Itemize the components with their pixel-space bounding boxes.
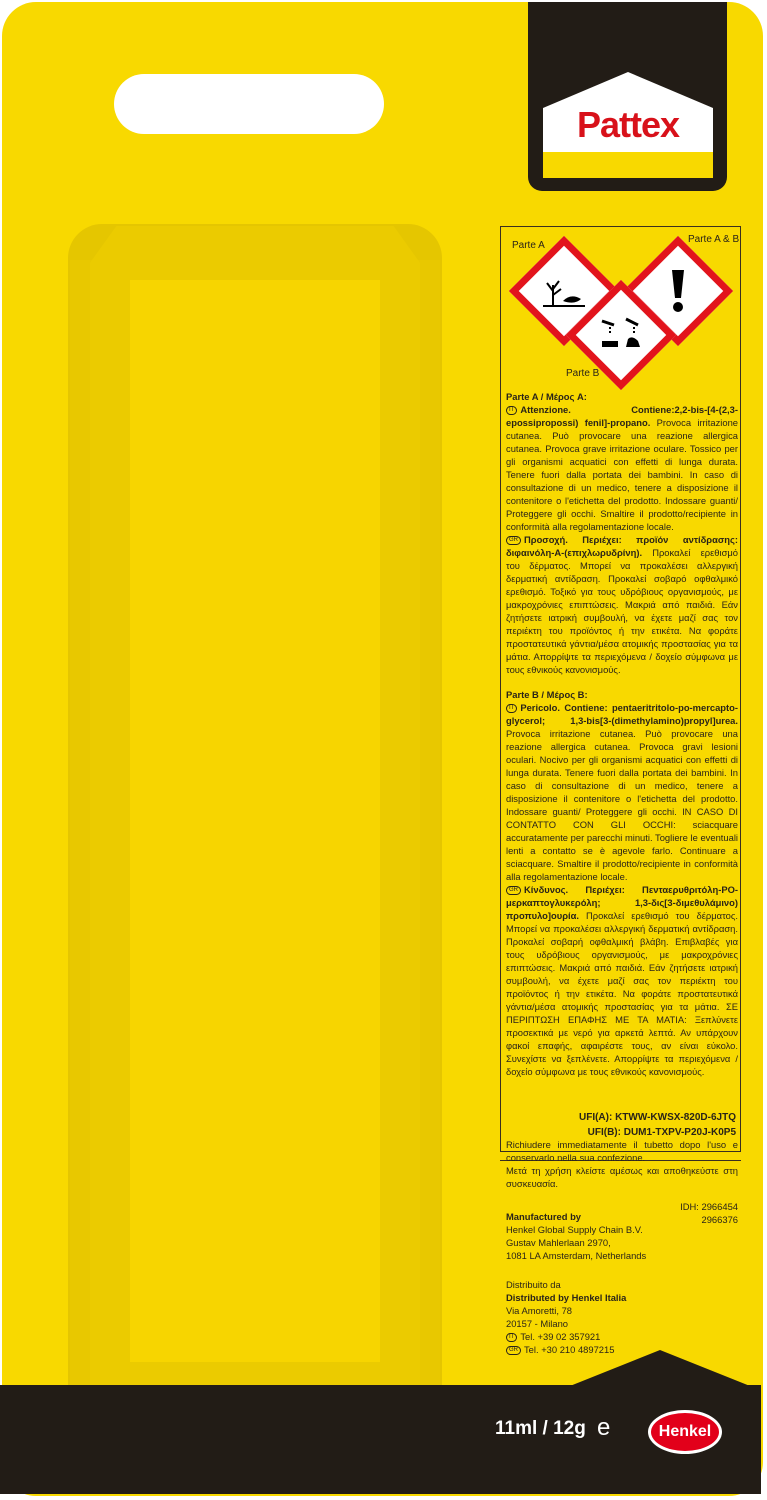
flag-gr: GR xyxy=(506,536,521,545)
part-b-greek xyxy=(506,883,738,1078)
storage-gr: Μετά τη χρήση κλείστε αμέσως και αποθηκεύστε στη συσκευασία. xyxy=(506,1165,738,1189)
flag-it: IT xyxy=(506,1333,517,1342)
estimated-sign: e xyxy=(597,1414,611,1441)
net-quantity: 11ml / 12g xyxy=(495,1418,586,1439)
part-a-heading: Parte A / Μέρος A: xyxy=(506,391,587,402)
part-b-it-text: Provoca irritazione cutanea. Può provocare una reazione allergica cutanea. Provoca gravi lesioni oculari. Nocivo per gli organismi acquatici con effetti di lunga durata. Tenere fuori dalla portata dei bambini. In caso di consultazione di un medico, tenere a disposizione il contenitore o l'etichetta del prodotto. Indossare guanti/ Proteggere gli occhi. IN CASO DI CONTATTO CON GLI OCCHI: sciacquare accuratamente per parecchi minuti. Togliere le eventuali lenti a contatto se è agevole farlo. Continuare a sciacquare. Smaltire il prodotto/recipiente in conformità alla regolamentazione locale. xyxy=(506,728,738,882)
part-a-gr-text: Προκαλεί ερεθισμό του δέρματος. Μπορεί να προκαλέσει αλλεργική δερματική αντίδραση. Προκαλεί σοβαρό οφθαλμικό ερεθισμό. Τοξικό για τους υδρόβιους οργανισμούς, με μακροχρόνιες επιπτώσεις. Μακριά από παιδιά. Εάν ζητήσετε ιατρική συμβουλή, να έχετε μαζί σας τον περιέκτη του προϊόντος ή την ετικέτα. Να φοράτε προστατευτικά γάντια/μέσα ατομικής προστασίας για τα μάτια. Απορρίψτε τα περιεχόμενα / δοχείο σύμφωνα με τους εθνικούς κανονισμούς. xyxy=(506,547,738,675)
storage-note xyxy=(506,1138,738,1190)
manufacturer-line-3: 1081 LA Amsterdam, Netherlands xyxy=(506,1250,647,1261)
part-b-it-signal: Pericolo. Contiene: pentaeritritolo-po-mercapto-glycerol; 1,3-bis[3-(dimethylamino)propyl]urea. xyxy=(506,702,738,726)
phone-gr: Tel. +30 210 4897215 xyxy=(524,1344,615,1355)
part-a-greek xyxy=(506,533,738,676)
part-a-gr-signal: Προσοχή. Περιέχει: προϊόν αντίδρασης: διφαινόλη-Α-(επιχλωρυδρίνη). xyxy=(506,534,738,558)
distributor-tel-it xyxy=(506,1330,706,1343)
part-a-section xyxy=(506,390,738,676)
henkel-logo xyxy=(648,1410,722,1454)
part-b-gr-text: Προκαλεί ερεθισμό του δέρματος. Μπορεί να προκαλέσει αλλεργική δερματική αντίδραση. Προκαλεί σοβαρή οφθαλμική βλάβη. Επιβλαβές για τους υδρόβιους οργανισμούς, με μακροχρόνιες επιπτώσεις. Μακριά από παιδιά. Εάν ζητήσετε ιατρική συμβουλή, να έχετε μαζί σας τον περιέκτη του προϊόντος ή την ετικέτα. Να φοράτε προστατευτικά γάντια/μέσα ατομικής προστασίας για τα μάτια. ΣΕ ΠΕΡΙΠΤΩΣΗ ΕΠΑΦΗΣ ΜΕ ΤΑ ΜΑΤΙΑ: Ξεπλύνετε προσεκτικά με νερό για αρκετά λεπτά. Αν υπάρχουν φακοί επαφής, αφαιρέστε τους, αν είναι εύκολο. Συνεχίστε να ξεπλένετε. Απορρίψτε τα περιεχόμενα / δοχείο σύμφωνα με τους εθνικούς κανονισμούς. xyxy=(506,910,738,1077)
part-a-it-signal: Attenzione. Contiene:2,2-bis-[4-(2,3-epossipropossi) fenil]-propano. xyxy=(506,404,738,428)
pictogram-label-b: Parte B xyxy=(566,368,600,379)
logo-stripe xyxy=(543,152,713,178)
manufacturer-heading: Manufactured by xyxy=(506,1211,582,1222)
distributor-line-4: 20157 - Milano xyxy=(506,1318,569,1329)
distributor-tel-gr xyxy=(506,1343,706,1356)
manufacturer-line-2: Gustav Mahlerlaan 2970, xyxy=(506,1237,611,1248)
flag-gr: GR xyxy=(506,886,521,895)
part-a-italian xyxy=(506,403,738,533)
ufi-a: UFI(A): KTWW-KWSX-820D-6JTQ xyxy=(578,1112,736,1123)
part-b-heading: Parte B / Μέρος B: xyxy=(506,689,588,700)
storage-it: Richiudere immediatamente il tubetto dopo l'uso e conservarlo nella sua confezione. xyxy=(506,1139,738,1163)
flag-it: IT xyxy=(506,704,517,713)
idh-line-2: 2966376 xyxy=(701,1214,738,1225)
distributor-block xyxy=(506,1278,706,1356)
part-b-italian xyxy=(506,701,738,883)
distributor-line-3: Via Amoretti, 78 xyxy=(506,1305,573,1316)
part-a-it-text: Provoca irritazione cutanea. Può provocare una reazione allergica cutanea. Provoca grave irritazione oculare. Tossico per gli organismi acquatici con effetti di lunga durata. Tenere fuori dalla portata dei bambini. In caso di consultazione di un medico, tenere a disposizione il contenitore o l'etichetta del prodotto. Indossare guanti/ Proteggere gli occhi. Smaltire il prodotto/recipiente in conformità alla regolamentazione locale. xyxy=(506,417,738,532)
distributor-line-1: Distribuito da xyxy=(506,1279,561,1290)
idh-line-1: IDH: 2966454 xyxy=(680,1201,738,1212)
part-b-gr-signal: Κίνδυνος. Περιέχει: Πενταερυθριτόλη-PO-μερκαπτογλυκερόλη; 1,3-δις[3-διμεθυλάμινο) προπυλο]ουρία. xyxy=(506,884,738,921)
manufacturer-line-1: Henkel Global Supply Chain B.V. xyxy=(506,1224,643,1235)
distributor-line-2: Distributed by Henkel Italia xyxy=(506,1292,627,1303)
tray-inner xyxy=(130,280,380,1362)
flag-it: IT xyxy=(506,406,517,415)
pictogram-label-ab: Parte A & B xyxy=(688,234,740,245)
phone-it: Tel. +39 02 357921 xyxy=(520,1331,601,1342)
manufacturer-block xyxy=(506,1210,676,1262)
henkel-logo-text: Henkel xyxy=(651,1413,719,1451)
hang-hole xyxy=(114,74,384,134)
flag-gr: GR xyxy=(506,1346,521,1355)
pictogram-label-a: Parte A xyxy=(512,240,545,251)
bottom-band xyxy=(0,1385,761,1494)
brand-logo: Pattex xyxy=(576,104,680,145)
ufi-b: UFI(B): DUM1-TXPV-P20J-K0P5 xyxy=(587,1127,736,1138)
part-b-section xyxy=(506,688,738,1078)
